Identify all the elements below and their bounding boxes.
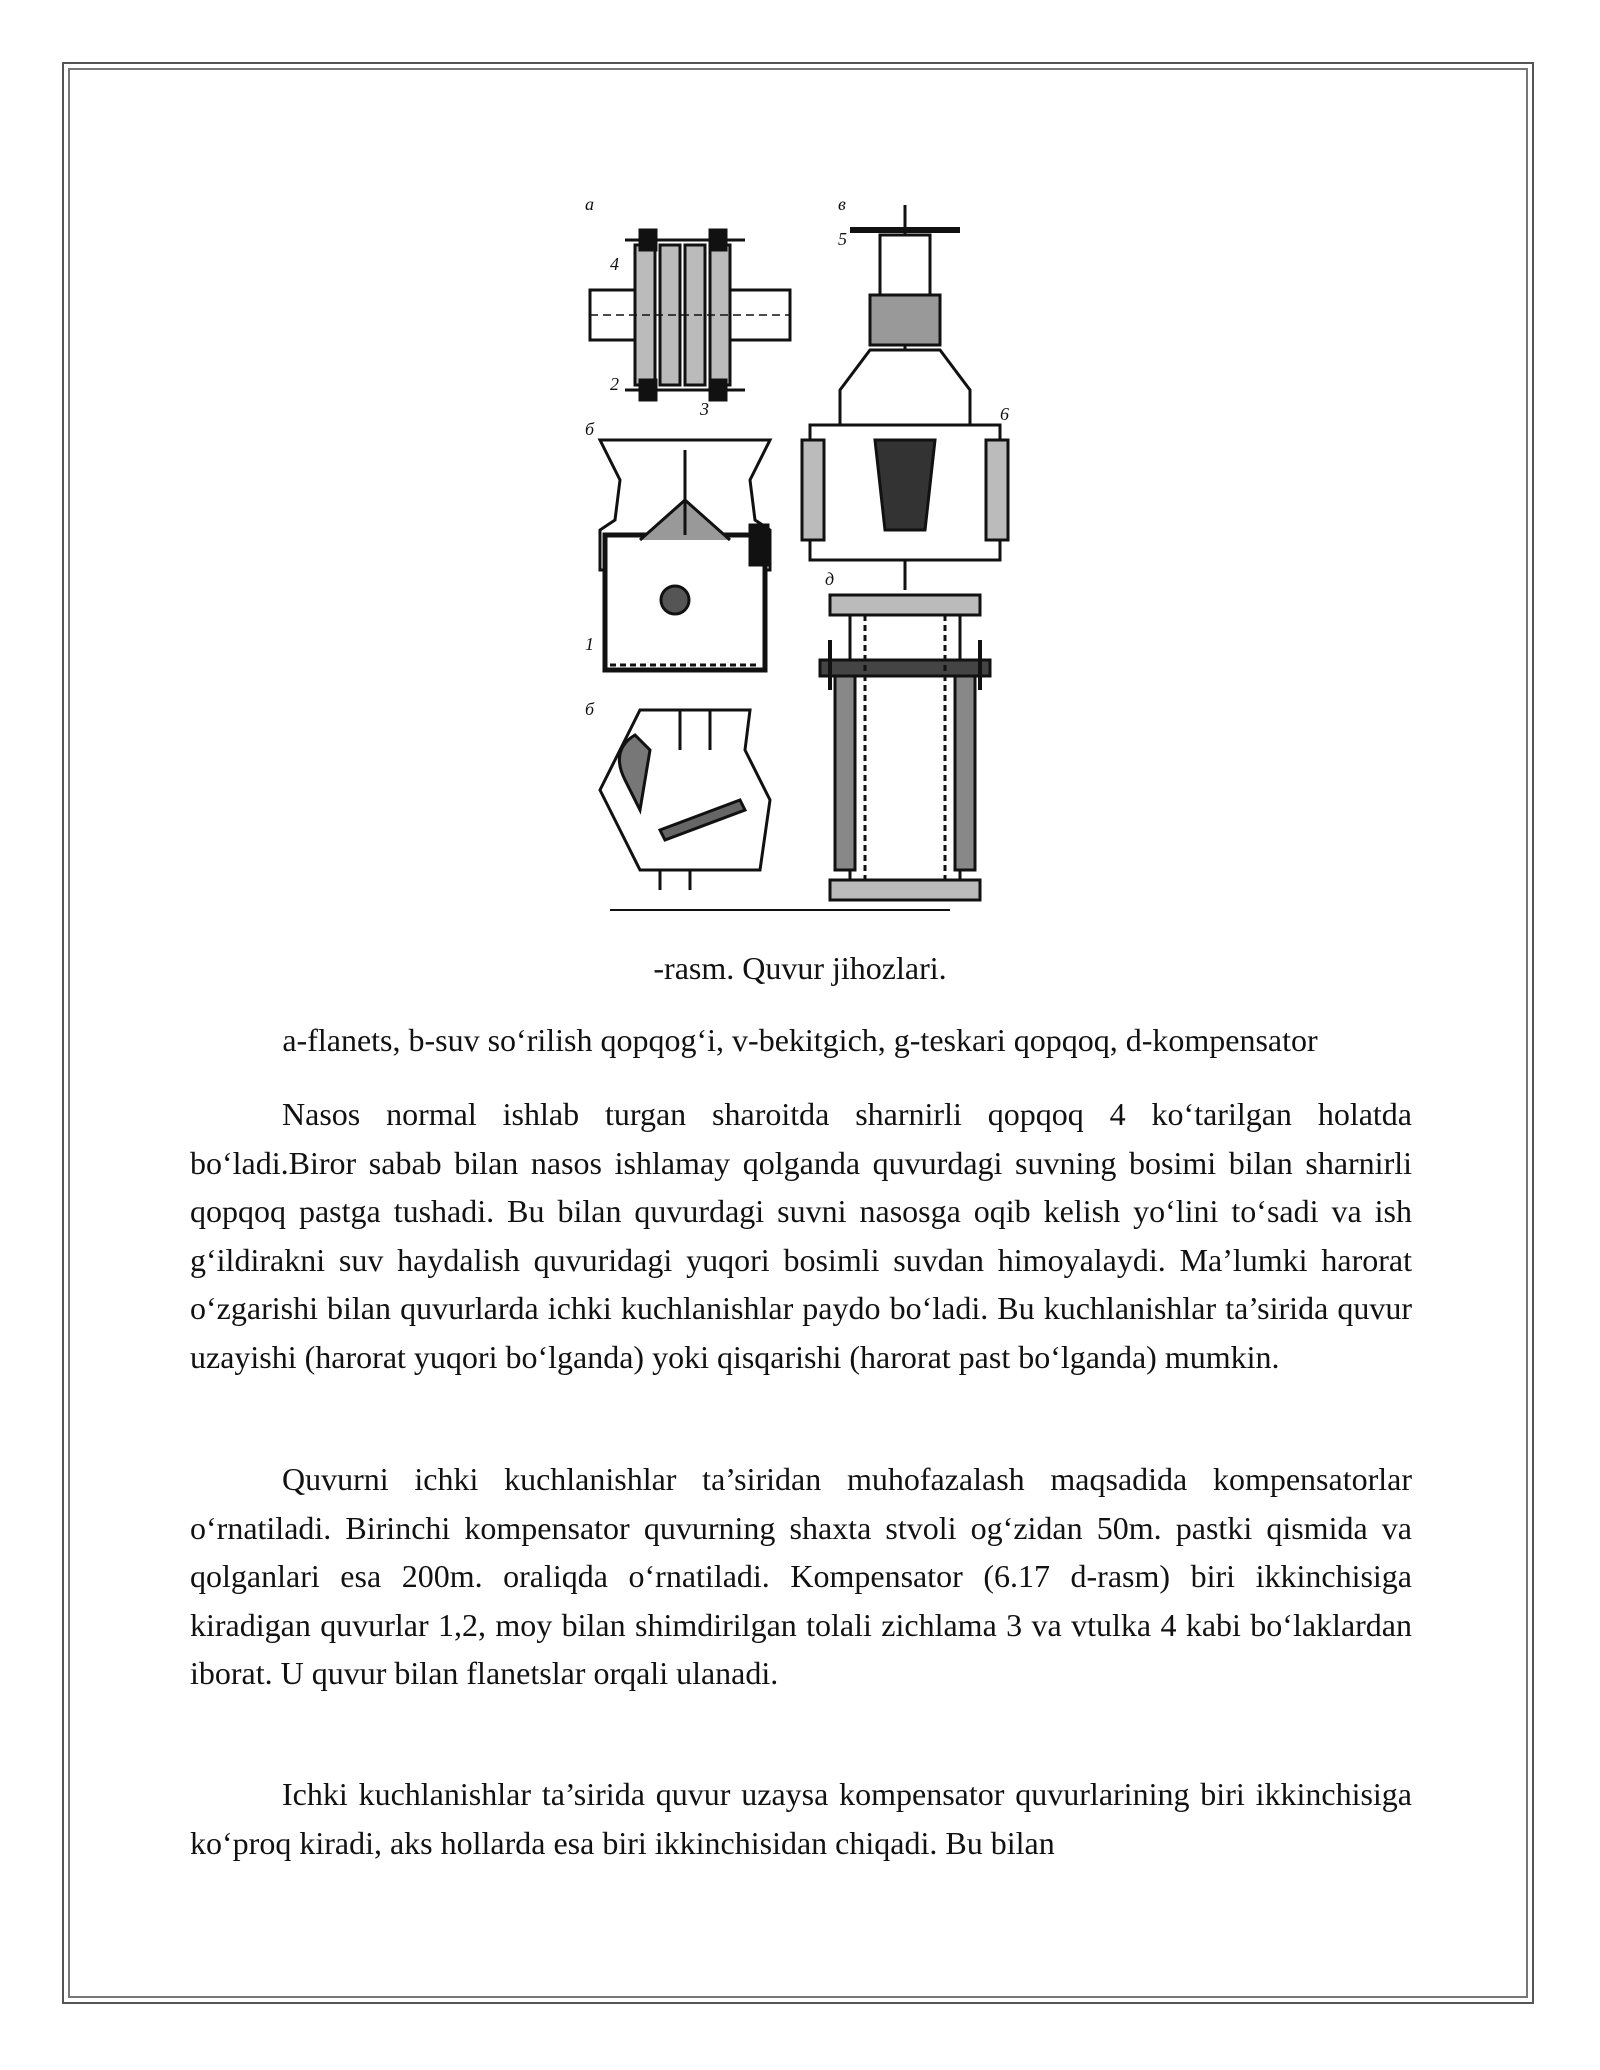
label-num-3: 3 — [700, 399, 709, 419]
label-num-4: 4 — [610, 254, 619, 274]
label-b: б — [585, 419, 595, 439]
compensator-drawing — [820, 595, 990, 900]
pipe-fittings-figure — [580, 190, 1050, 915]
label-num-2: 2 — [610, 374, 619, 394]
flange-drawing — [590, 230, 790, 400]
figure-caption-title: -rasm. Quvur jihozlari. — [653, 950, 947, 986]
paragraph-2: Quvurni ichki kuchlanishlar ta’siridan muhofazalash maqsadida kompensatorlar o‘rnatiladi. Birinchi kompensator quvurning shaxta stvoli og‘zidan 50m. pastki qismida va qolganlari esa 200m. oraliqda o‘rnatiladi. Kompensator (6.17 d-rasm) biri ikkinchisiga kiradigan quvurlar 1,2, moy bilan shimdirilgan tolali zichlama 3 va vtulka 4 kabi bo‘laklardan iborat. U quvur bilan flanetslar orqali ulanadi. — [190, 1461, 1412, 1691]
label-g: б — [585, 699, 595, 719]
suction-valve-drawing — [600, 440, 770, 670]
paragraph-1: Nasos normal ishlab turgan sharoitda sharnirli qopqoq 4 ko‘tarilgan holatda bo‘ladi.Biror sabab bilan nasos ishlamay qolganda quvurdagi suvning bosimi bilan sharnirli qopqoq pastga tushadi. Bu bilan quvurdagi suvni nasosga oqib kelish yo‘lini to‘sadi va ish g‘ildirakni suv haydalish quvuridagi yuqori bosimli suvdan himoyalaydi. Ma’lumki harorat o‘zgarishi bilan quvurlarda ichki kuchlanishlar paydo bo‘ladi. Bu kuchlanishlar ta’sirida quvur uzayishi (harorat yuqori bo‘lganda) yoki qisqarishi (harorat past bo‘lganda) mumkin. — [190, 1096, 1412, 1375]
pipe-fittings-drawing — [580, 190, 1050, 915]
label-num-6: 6 — [1000, 404, 1009, 424]
gate-valve-drawing — [802, 205, 1008, 590]
label-v: в — [838, 194, 846, 214]
label-num-1: 1 — [585, 634, 594, 654]
label-d: д — [825, 569, 835, 589]
label-num-5: 5 — [838, 229, 847, 249]
figure-caption-legend: a-flanets, b-suv so‘rilish qopqog‘i, v-bekitgich, g-teskari qopqoq, d-kompensator — [282, 1022, 1318, 1058]
label-a: a — [585, 194, 594, 214]
paragraph-3: Ichki kuchlanishlar ta’sirida quvur uzaysa kompensator quvurlarining biri ikkinchisiga ko‘proq kiradi, aks hollarda esa biri ikkinchisidan chiqadi. Bu bilan — [190, 1776, 1412, 1861]
